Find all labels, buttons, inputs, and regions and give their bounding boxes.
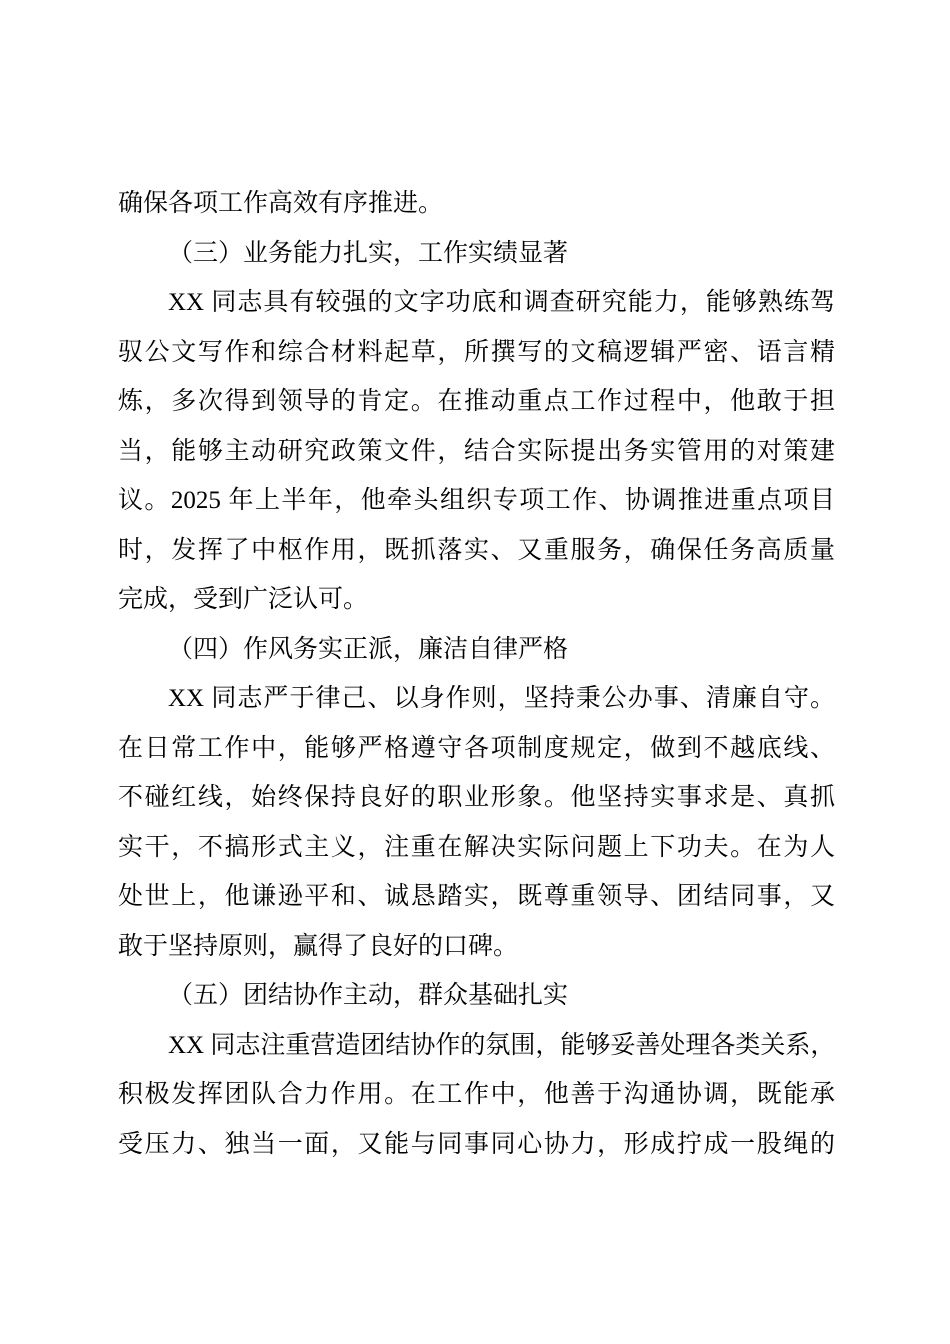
text-line: （三）业务能力扎实，工作实绩显著 (168, 239, 569, 267)
text-line: 不碰红线，始终保持良好的职业形象。他坚持实事求是、真抓 (118, 784, 835, 811)
paragraph (118, 179, 835, 229)
text-line: XX 同志严于律己、以身作则，坚持秉公办事、清廉自守。 (168, 685, 835, 712)
text-line: （五）团结协作主动，群众基础扎实 (168, 982, 569, 1009)
paragraph (118, 674, 835, 971)
section-heading (118, 625, 835, 675)
text-line: 受压力、独当一面，又能与同事同心协力，形成拧成一股绳的 (118, 1130, 835, 1158)
text-line: 确保各项工作高效有序推进。 (118, 190, 444, 217)
text-line: 积极发挥团队合力作用。在工作中，他善于沟通协调，既能承 (118, 1081, 835, 1108)
paragraph (118, 1021, 835, 1170)
text-line: 完成，受到广泛认可。 (118, 586, 369, 613)
section-heading (118, 229, 835, 279)
text-line: 实干，不搞形式主义，注重在解决实际问题上下功夫。在为人 (118, 833, 835, 861)
text-line: 炼，多次得到领导的肯定。在推动重点工作过程中，他敢于担 (118, 388, 835, 415)
text-line: 时，发挥了中枢作用，既抓落实、又重服务，确保任务高质量 (118, 536, 835, 564)
text-line: （四）作风务实正派，廉洁自律严格 (168, 635, 569, 663)
text-line: 当，能够主动研究政策文件，结合实际提出务实管用的对策建 (118, 437, 835, 465)
text-line: XX 同志注重营造团结协作的氛围，能够妥善处理各类关系， (168, 1031, 836, 1059)
text-line: 敢于坚持原则，赢得了良好的口碑。 (118, 932, 519, 960)
text-line: 在日常工作中，能够严格遵守各项制度规定，做到不越底线、 (118, 734, 835, 762)
text-line: 驭公文写作和综合材料起草，所撰写的文稿逻辑严密、语言精 (118, 338, 835, 366)
text-line: XX 同志具有较强的文字功底和调查研究能力，能够熟练驾 (168, 289, 835, 316)
section-heading (118, 971, 835, 1021)
text-line: 处世上，他谦逊平和、诚恳踏实，既尊重领导、团结同事，又 (118, 883, 835, 910)
text-line: 议。2025 年上半年，他牵头组织专项工作、协调推进重点项目 (118, 487, 835, 514)
paragraph (118, 278, 835, 625)
